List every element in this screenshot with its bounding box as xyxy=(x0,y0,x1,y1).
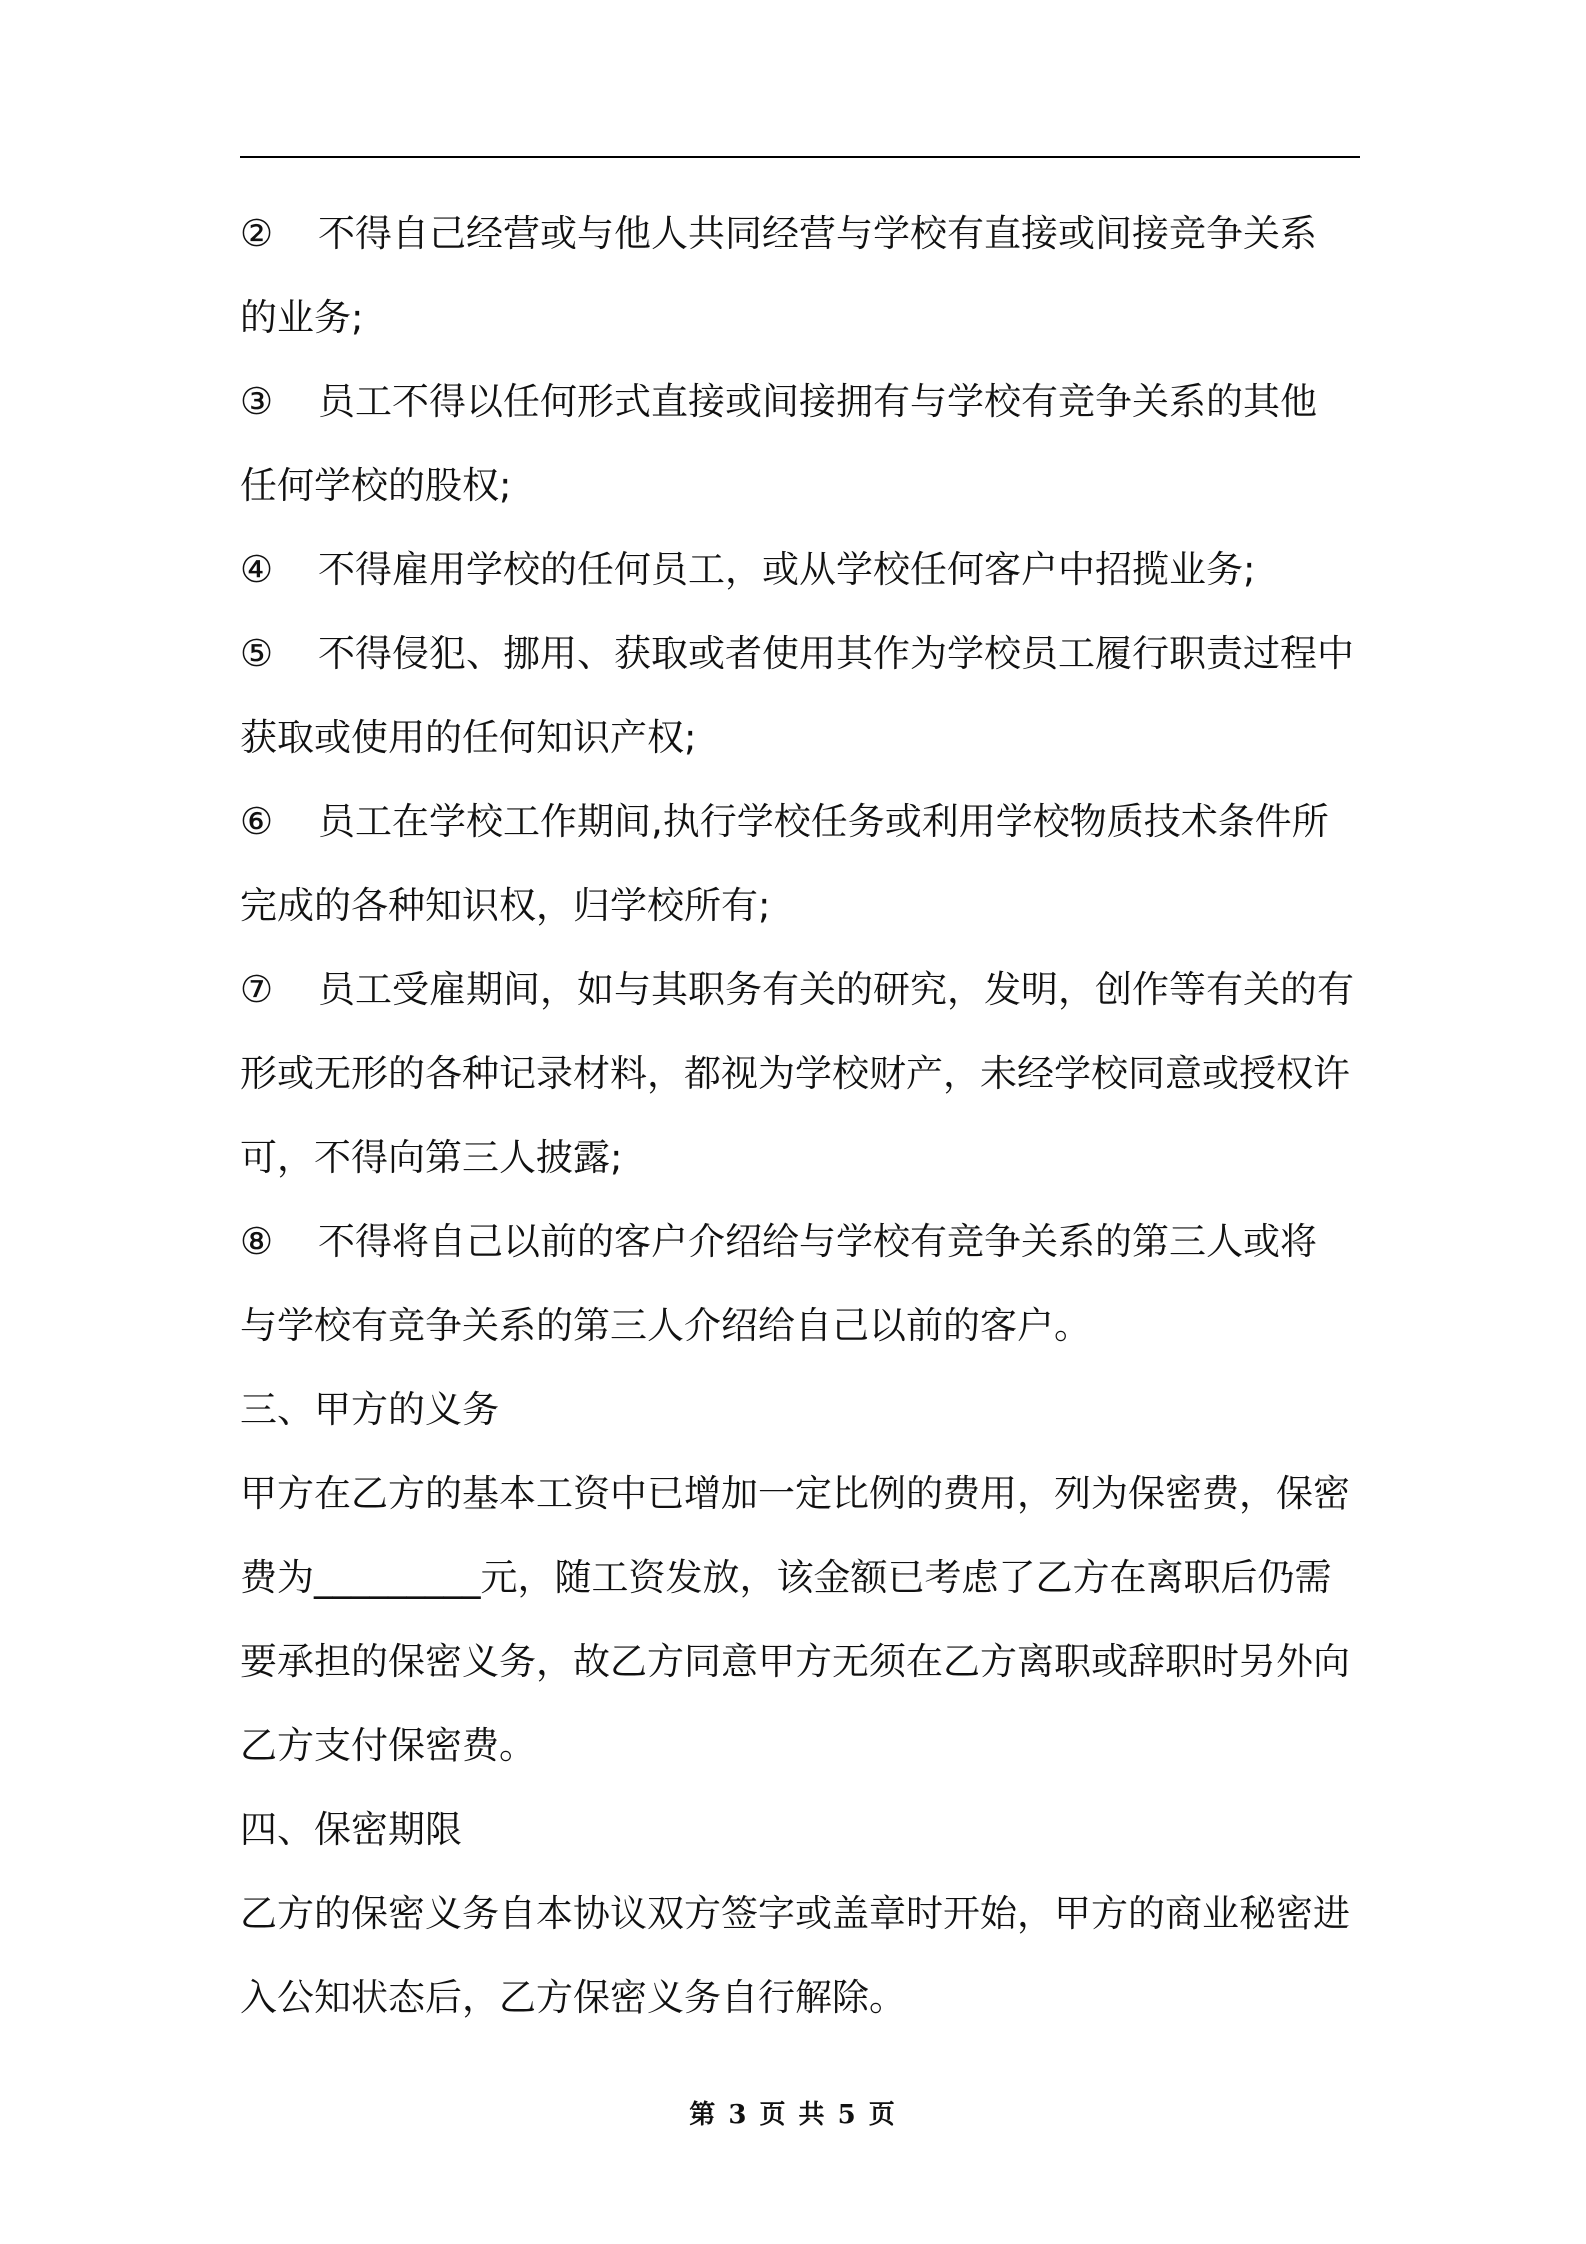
clause-line xyxy=(240,276,1360,360)
clause-marker: ⑧ xyxy=(240,1220,274,1263)
clause-text: 任何学校的股权; xyxy=(240,464,512,507)
clause-line xyxy=(240,528,1360,612)
clause-text: 不得雇用学校的任何员工，或从学校任何客户中招揽业务; xyxy=(318,548,1256,591)
paragraph-text: 要承担的保密义务，故乙方同意甲方无须在乙方离职或辞职时另外向 xyxy=(240,1640,1350,1683)
clause-line xyxy=(240,1284,1360,1368)
paragraph-line xyxy=(240,1620,1360,1704)
clause-text: 可，不得向第三人披露; xyxy=(240,1136,623,1179)
clause-marker: ② xyxy=(240,212,274,255)
section-heading xyxy=(240,1368,1360,1452)
clause-marker: ⑥ xyxy=(240,800,274,843)
clause-text: 员工不得以任何形式直接或间接拥有与学校有竞争关系的其他 xyxy=(318,380,1317,423)
document-body xyxy=(240,192,1360,2040)
paragraph-text: 乙方的保密义务自本协议双方签字或盖章时开始，甲方的商业秘密进 xyxy=(240,1892,1350,1935)
clause-text: 不得侵犯、挪用、获取或者使用其作为学校员工履行职责过程中 xyxy=(318,632,1354,675)
clause-marker: ⑤ xyxy=(240,632,274,675)
clause-marker: ④ xyxy=(240,548,274,591)
clause-marker: ⑦ xyxy=(240,968,274,1011)
section-heading xyxy=(240,1788,1360,1872)
clause-text: 获取或使用的任何知识产权; xyxy=(240,716,697,759)
header-rule xyxy=(240,156,1360,158)
clause-marker: ③ xyxy=(240,380,274,423)
paragraph-line xyxy=(240,1956,1360,2040)
clause-line xyxy=(240,612,1360,696)
clause-line xyxy=(240,948,1360,1032)
clause-text: 员工受雇期间，如与其职务有关的研究，发明，创作等有关的有 xyxy=(318,968,1354,1011)
clause-line xyxy=(240,780,1360,864)
paragraph-line xyxy=(240,1536,1360,1620)
clause-line xyxy=(240,1116,1360,1200)
paragraph-line xyxy=(240,1872,1360,1956)
paragraph-line xyxy=(240,1704,1360,1788)
clause-line xyxy=(240,696,1360,780)
clause-text: 的业务; xyxy=(240,296,364,339)
paragraph-line xyxy=(240,1452,1360,1536)
section-heading-text: 三、甲方的义务 xyxy=(240,1388,499,1431)
clause-line xyxy=(240,192,1360,276)
clause-text: 与学校有竞争关系的第三人介绍给自己以前的客户。 xyxy=(240,1304,1091,1347)
clause-text: 形或无形的各种记录材料，都视为学校财产，未经学校同意或授权许 xyxy=(240,1052,1350,1095)
clause-text: 完成的各种知识权，归学校所有; xyxy=(240,884,771,927)
paragraph-text: 乙方支付保密费。 xyxy=(240,1724,536,1767)
clause-line xyxy=(240,360,1360,444)
clause-text: 不得自己经营或与他人共同经营与学校有直接或间接竞争关系 xyxy=(318,212,1317,255)
paragraph-text: 入公知状态后，乙方保密义务自行解除。 xyxy=(240,1976,906,2019)
clause-line xyxy=(240,1032,1360,1116)
clause-text: 不得将自己以前的客户介绍给与学校有竞争关系的第三人或将 xyxy=(318,1220,1317,1263)
clause-line xyxy=(240,444,1360,528)
clause-text: 员工在学校工作期间,执行学校任务或利用学校物质技术条件所 xyxy=(318,800,1329,843)
paragraph-text: 甲方在乙方的基本工资中已增加一定比例的费用，列为保密费，保密 xyxy=(240,1472,1350,1515)
page-number: 第 3 页 共 5 页 xyxy=(689,2100,897,2130)
clause-line xyxy=(240,1200,1360,1284)
clause-line xyxy=(240,864,1360,948)
paragraph-text: 费为_________元，随工资发放，该金额已考虑了乙方在离职后仍需 xyxy=(240,1556,1332,1599)
section-heading-text: 四、保密期限 xyxy=(240,1808,462,1851)
